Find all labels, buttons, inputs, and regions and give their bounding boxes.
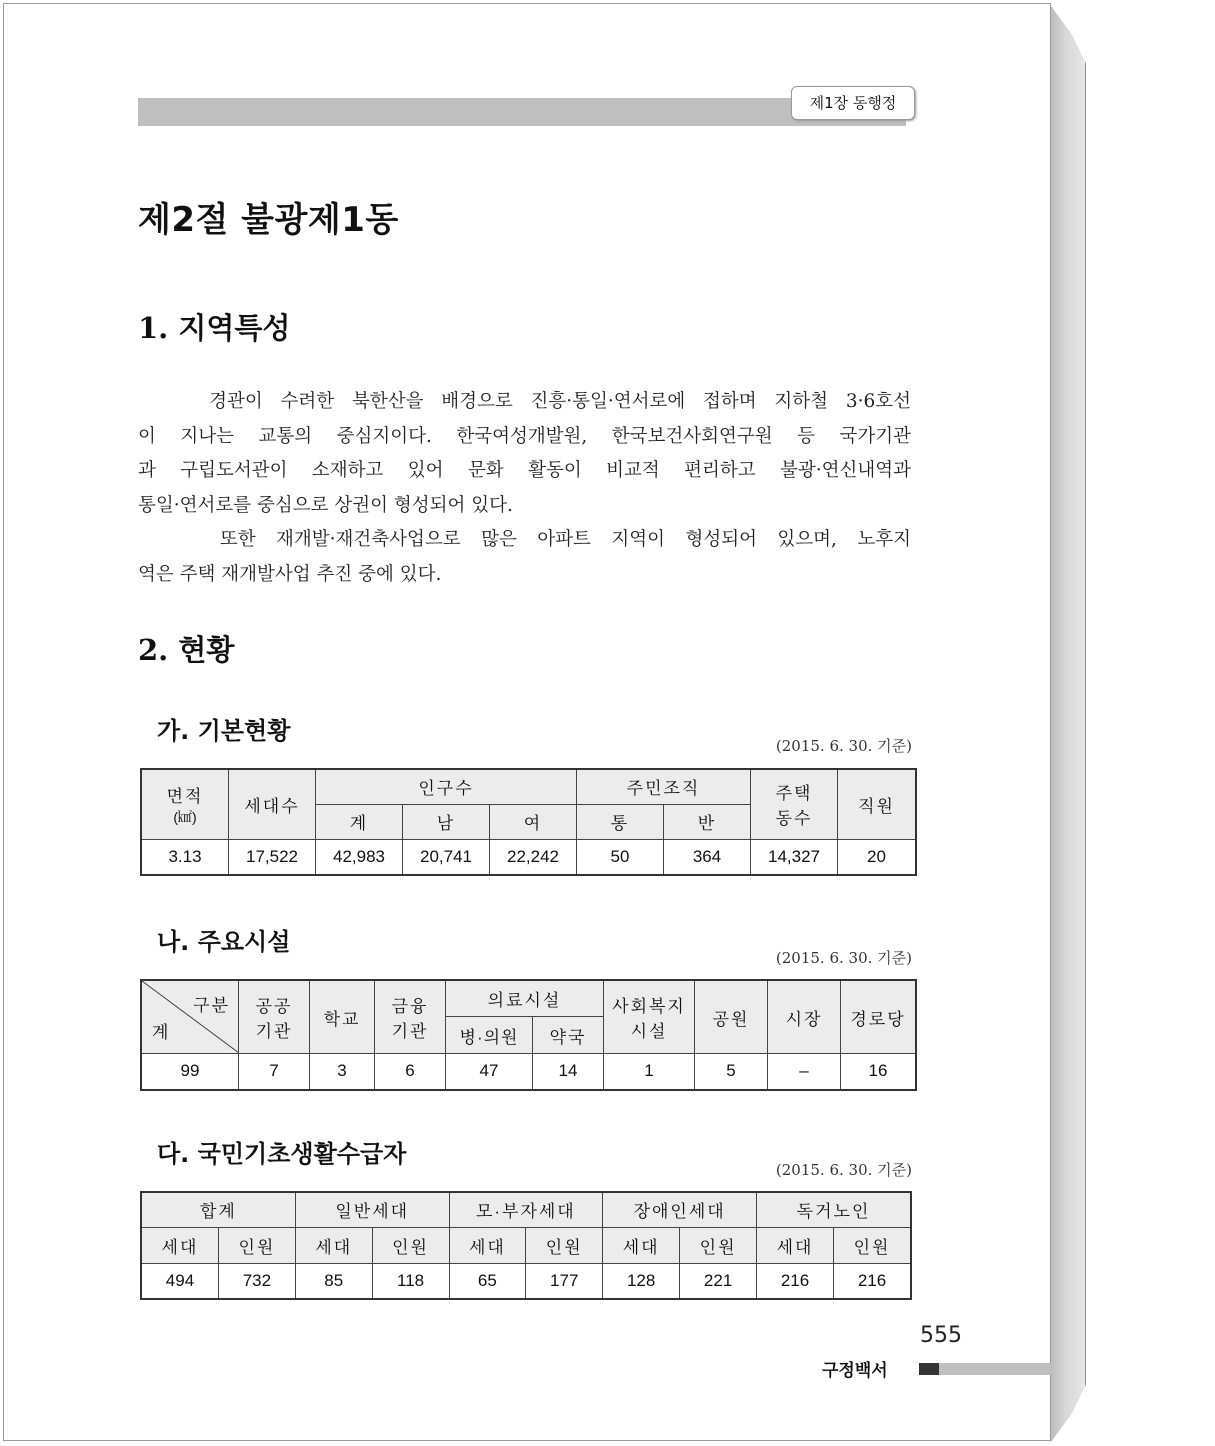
- table-row: [141, 839, 916, 875]
- heading-regional-features: 1. 지역특성: [138, 311, 291, 345]
- major-facilities-table: [140, 979, 917, 1091]
- cell-housing: 14,327: [751, 839, 838, 875]
- header-category-total: [141, 980, 239, 1054]
- header-households: 세대수: [229, 769, 316, 839]
- basic-living-table: [140, 1191, 912, 1300]
- header-park: 공원: [695, 980, 768, 1054]
- header-persons: 인원: [218, 1227, 295, 1263]
- text-line: 또한 재개발·재건축사업으로 많은 아파트 지역이 형성되어 있으며, 노후지: [138, 529, 911, 550]
- heading-major-facilities: 나. 주요시설: [157, 928, 291, 956]
- section-title: 제2절 불광제1동: [138, 200, 399, 240]
- header-total: 계: [152, 1023, 171, 1042]
- header-housing-line1: 주택: [775, 784, 813, 804]
- header-households: 세대: [141, 1227, 218, 1263]
- header-group-elderly-alone: 독거노인: [757, 1192, 911, 1227]
- text-line: 이 지나는 교통의 중심지이다. 한국여성개발원, 한국보건사회연구원 등 국가기관: [138, 425, 911, 447]
- header-finance-line1: 금융: [391, 997, 429, 1016]
- header-households: 세대: [295, 1227, 372, 1263]
- heading-basic-living-recipients: 다. 국민기초생활수급자: [157, 1140, 407, 1168]
- cell-pop-male: 20,741: [403, 839, 490, 875]
- cell-total-households: 494: [141, 1263, 218, 1299]
- cell-total-persons: 732: [218, 1263, 295, 1299]
- header-population: 인구수: [316, 769, 577, 804]
- basis-date: (2015. 6. 30. 기준): [775, 1161, 912, 1179]
- cell-ban: 364: [664, 839, 751, 875]
- cell-park: 5: [695, 1054, 768, 1090]
- regional-features-text: [138, 385, 911, 592]
- header-ban: 반: [664, 804, 751, 839]
- header-group-total: 합계: [141, 1192, 295, 1227]
- header-households: 세대: [449, 1227, 526, 1263]
- heading-status: 2. 현황: [138, 633, 235, 667]
- header-public: [239, 980, 310, 1054]
- heading-basic-status: 가. 기본현황: [157, 717, 291, 745]
- header-persons: 인원: [372, 1227, 449, 1263]
- cell-welfare: 1: [604, 1054, 695, 1090]
- cell-pharmacy: 14: [533, 1054, 604, 1090]
- cell-staff: 20: [838, 839, 917, 875]
- footer-mark: [919, 1363, 939, 1375]
- cell-disabled-persons: 221: [680, 1263, 757, 1299]
- page-stack-edge: [1051, 6, 1086, 1442]
- cell-tong: 50: [577, 839, 664, 875]
- header-persons: 인원: [834, 1227, 912, 1263]
- header-staff: 직원: [838, 769, 917, 839]
- cell-total: 99: [141, 1054, 239, 1090]
- page-number: 555: [920, 1323, 962, 1348]
- cell-single-parent-persons: 177: [526, 1263, 603, 1299]
- header-public-line1: 공공: [255, 997, 293, 1016]
- header-households: 세대: [603, 1227, 680, 1263]
- header-area-label: 면적: [166, 786, 204, 806]
- header-households: 세대: [757, 1227, 834, 1263]
- table-row: [141, 1263, 911, 1299]
- text-line: 경관이 수려한 북한산을 배경으로 진흥·통일·연서로에 접하며 지하철 3·6호선: [138, 391, 911, 412]
- cell-elderly-households: 216: [757, 1263, 834, 1299]
- header-senior: 경로당: [841, 980, 917, 1054]
- cell-general-households: 85: [295, 1263, 372, 1299]
- text-line: 역은 주택 재개발사업 추진 중에 있다.: [138, 563, 442, 585]
- header-welfare: [604, 980, 695, 1054]
- text-line: 통일·연서로를 중심으로 상권이 형성되어 있다.: [138, 494, 513, 516]
- header-pop-total: 계: [316, 804, 403, 839]
- header-finance-line2: 기관: [391, 1022, 429, 1041]
- cell-elderly-persons: 216: [834, 1263, 912, 1299]
- header-category: 구분: [193, 996, 230, 1015]
- header-market: 시장: [768, 980, 841, 1054]
- footer-bar: [939, 1363, 1051, 1375]
- header-school: 학교: [310, 980, 375, 1054]
- cell-general-persons: 118: [372, 1263, 449, 1299]
- header-tong: 통: [577, 804, 664, 839]
- basis-date: (2015. 6. 30. 기준): [775, 949, 912, 967]
- cell-pop-female: 22,242: [490, 839, 577, 875]
- header-housing-line2: 동수: [775, 809, 813, 829]
- header-area: [141, 769, 229, 839]
- header-persons: 인원: [680, 1227, 757, 1263]
- cell-disabled-households: 128: [603, 1263, 680, 1299]
- header-group-disabled: 장애인세대: [603, 1192, 757, 1227]
- cell-households: 17,522: [229, 839, 316, 875]
- header-housing: [751, 769, 838, 839]
- header-resident-org: 주민조직: [577, 769, 751, 804]
- header-pop-female: 여: [490, 804, 577, 839]
- basis-date: (2015. 6. 30. 기준): [775, 737, 912, 755]
- cell-school: 3: [310, 1054, 375, 1090]
- header-group-single-parent: 모·부자세대: [449, 1192, 603, 1227]
- basic-status-table: [140, 768, 917, 876]
- header-group-general: 일반세대: [295, 1192, 449, 1227]
- table-row: [141, 1054, 916, 1090]
- header-pop-male: 남: [403, 804, 490, 839]
- header-area-unit: (㎢): [173, 808, 197, 825]
- header-hospital: 병·의원: [446, 1017, 533, 1054]
- cell-pop-total: 42,983: [316, 839, 403, 875]
- cell-public: 7: [239, 1054, 310, 1090]
- book-title: 구정백서: [822, 1361, 888, 1381]
- header-welfare-line2: 시설: [630, 1022, 668, 1041]
- header-pharmacy: 약국: [533, 1017, 604, 1054]
- cell-market: –: [768, 1054, 841, 1090]
- cell-senior: 16: [841, 1054, 917, 1090]
- cell-area: 3.13: [141, 839, 229, 875]
- header-welfare-line1: 사회복지: [612, 997, 686, 1016]
- chapter-tab: 제1장 동행정: [791, 86, 915, 120]
- header-public-line2: 기관: [255, 1022, 293, 1041]
- cell-hospital: 47: [446, 1054, 533, 1090]
- cell-single-parent-households: 65: [449, 1263, 526, 1299]
- text-line: 과 구립도서관이 소재하고 있어 문화 활동이 비교적 편리하고 불광·연신내역과: [138, 460, 911, 481]
- header-medical: 의료시설: [446, 980, 604, 1017]
- cell-finance: 6: [375, 1054, 446, 1090]
- header-persons: 인원: [526, 1227, 603, 1263]
- header-finance: [375, 980, 446, 1054]
